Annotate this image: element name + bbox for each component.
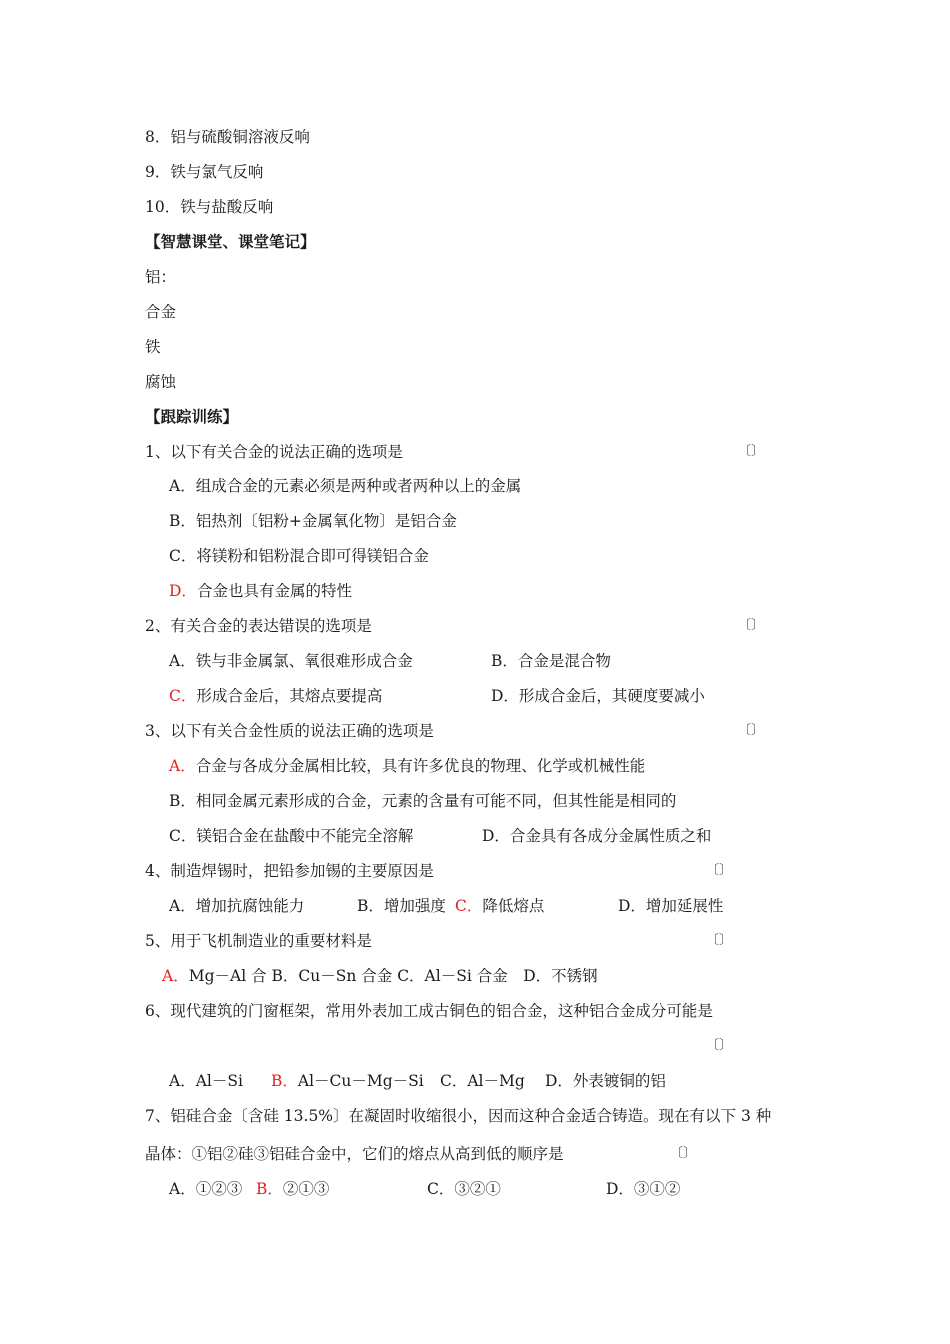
question-6-option-a: A．Al－Si bbox=[169, 1072, 243, 1090]
reaction-8: 8．铝与硫酸铜溶液反响 bbox=[145, 128, 310, 146]
question-3-option-c: C．镁铝合金在盐酸中不能完全溶解 bbox=[169, 827, 414, 845]
notes-item-aluminum: 铝： bbox=[145, 268, 177, 286]
question-6-option-b bbox=[271, 1071, 424, 1091]
question-6-stem: 6、现代建筑的门窗框架，常用外表加工成古铜色的铝合金，这种铝合金成分可能是 bbox=[145, 1002, 713, 1020]
question-2-stem: 2、有关合金的表达错误的选项是 bbox=[145, 617, 372, 635]
practice-heading: 【跟踪训练】 bbox=[145, 407, 239, 426]
question-1-option-b: B．铝热剂〔铝粉+金属氧化物〕是铝合金 bbox=[169, 512, 457, 530]
question-6-answer-letter-b: B． bbox=[271, 1072, 298, 1090]
question-4-answer-letter-c: C． bbox=[455, 897, 483, 915]
question-7-option-d: D．③①② bbox=[606, 1180, 681, 1198]
notes-heading: 【智慧课堂、课堂笔记】 bbox=[145, 232, 316, 251]
question-1-answer-letter-d: D． bbox=[169, 582, 197, 600]
question-4-option-c-text: 降低熔点 bbox=[482, 897, 545, 915]
question-2-option-c bbox=[169, 686, 382, 706]
question-7-answer-bracket: 〔〕 bbox=[670, 1146, 697, 1161]
question-1-answer-bracket: 〔〕 bbox=[738, 444, 765, 459]
question-7-option-c: C．③②① bbox=[427, 1180, 501, 1198]
question-6-option-b-text: Al－Cu－Mg－Si bbox=[297, 1072, 424, 1090]
question-4-option-b: B．增加强度 bbox=[357, 897, 446, 915]
question-6-answer-bracket: 〔〕 bbox=[706, 1038, 733, 1053]
question-5-options bbox=[162, 966, 598, 986]
reaction-10: 10．铁与盐酸反响 bbox=[145, 198, 274, 216]
question-3-option-a-text: 合金与各成分金属相比较，具有许多优良的物理、化学或机械性能 bbox=[195, 757, 646, 775]
question-1-option-c: C．将镁粉和铝粉混合即可得镁铝合金 bbox=[169, 547, 429, 565]
question-5-answer-bracket: 〔〕 bbox=[706, 933, 733, 948]
question-3-stem: 3、以下有关合金性质的说法正确的选项是 bbox=[145, 722, 434, 740]
question-1-stem: 1、以下有关合金的说法正确的选项是 bbox=[145, 443, 403, 461]
question-2-option-d: D．形成合金后，其硬度要减小 bbox=[491, 687, 705, 705]
question-4-stem: 4、制造焊锡时，把铅参加锡的主要原因是 bbox=[145, 862, 434, 880]
question-4-option-c bbox=[455, 896, 544, 916]
question-5-options-text: Mg－Al 合 B．Cu－Sn 合金 C．Al－Si 合金 D．不锈钢 bbox=[188, 967, 598, 985]
question-2-option-c-text: 形成合金后，其熔点要提高 bbox=[196, 687, 383, 705]
question-2-option-b: B．合金是混合物 bbox=[491, 652, 611, 670]
question-3-option-d: D．合金具有各成分金属性质之和 bbox=[482, 827, 712, 845]
question-3-answer-letter-a: A． bbox=[169, 757, 196, 775]
question-6-option-c: C．Al－Mg bbox=[440, 1072, 525, 1090]
question-7-option-a: A．①②③ bbox=[169, 1180, 243, 1198]
question-7-stem-line-2: 晶体：①铝②硅③铝硅合金中，它们的熔点从高到低的顺序是 bbox=[145, 1145, 564, 1163]
notes-item-iron: 铁 bbox=[145, 338, 161, 356]
question-3-option-b: B．相同金属元素形成的合金，元素的含量有可能不同，但其性能是相同的 bbox=[169, 792, 677, 810]
question-3-answer-bracket: 〔〕 bbox=[738, 723, 765, 738]
question-1-option-d-text: 合金也具有金属的特性 bbox=[196, 582, 352, 600]
question-6-option-d: D．外表镀铜的铝 bbox=[545, 1072, 666, 1090]
notes-item-alloy: 合金 bbox=[145, 303, 177, 321]
question-7-option-b bbox=[256, 1179, 329, 1199]
question-7-option-b-text: ②①③ bbox=[282, 1180, 330, 1198]
question-1-option-a: A．组成合金的元素必须是两种或者两种以上的金属 bbox=[169, 477, 522, 495]
question-7-stem-line-1: 7、铝硅合金〔含硅 13.5%〕在凝固时收缩很小，因而这种合金适合铸造。现在有以下 3 种 bbox=[145, 1107, 772, 1125]
reaction-9: 9．铁与氯气反响 bbox=[145, 163, 264, 181]
question-4-option-d: D．增加延展性 bbox=[618, 897, 724, 915]
question-5-stem: 5、用于飞机制造业的重要材料是 bbox=[145, 932, 372, 950]
question-3-option-a bbox=[169, 756, 645, 776]
question-7-answer-letter-b: B． bbox=[256, 1180, 283, 1198]
question-4-option-a: A．增加抗腐蚀能力 bbox=[169, 897, 305, 915]
question-2-answer-letter-c: C． bbox=[169, 687, 197, 705]
question-1-option-d bbox=[169, 581, 352, 601]
notes-item-corrosion: 腐蚀 bbox=[145, 373, 177, 391]
question-2-answer-bracket: 〔〕 bbox=[738, 618, 765, 633]
question-4-answer-bracket: 〔〕 bbox=[706, 863, 733, 878]
question-5-answer-letter-a: A． bbox=[162, 967, 189, 985]
question-2-option-a: A．铁与非金属氯、氧很难形成合金 bbox=[169, 652, 413, 670]
